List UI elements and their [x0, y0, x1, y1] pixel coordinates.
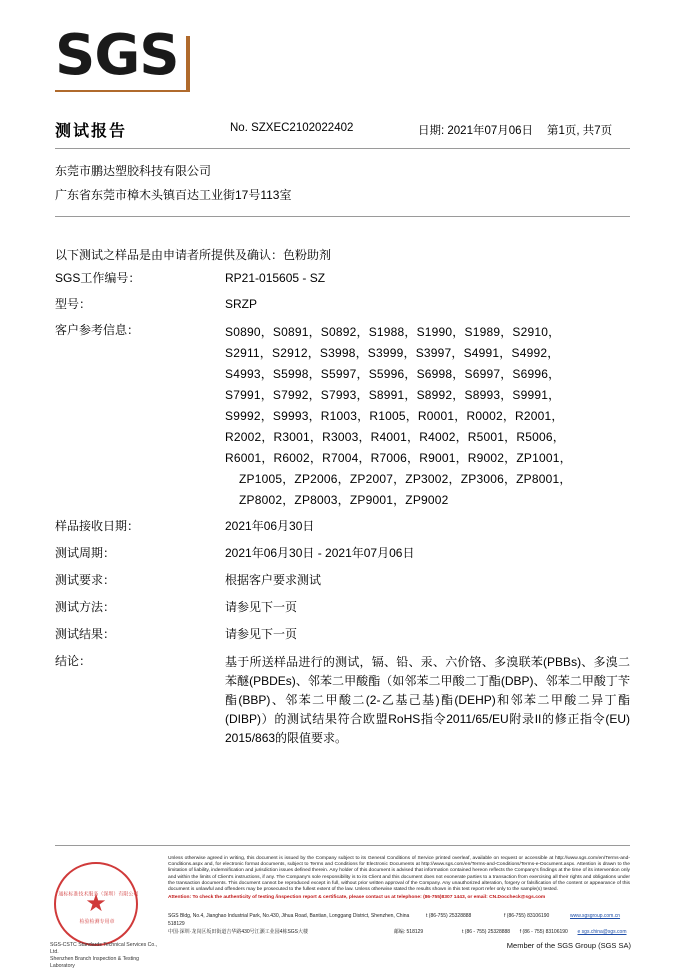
field-label: 型号： — [55, 297, 92, 311]
field-label: SGS工作编号： — [55, 271, 141, 285]
customer-reference-row — [55, 322, 630, 511]
reference-line: R2002，R3001，R3003，R4001，R4002，R5001，R5006， — [225, 430, 565, 444]
field-value: 请参见下一页 — [225, 600, 298, 614]
legal-body: Unless otherwise agreed in writing, this document is issued by the Company subject to its General Conditions of Service printed overleaf, available on request or accessible at http://www.sgs.com/en/Terms-and-Conditions.aspx and, for electronic format documents, subject to Terms and Conditions for Electronic Documents at http://www.sgs.com/en/Terms-and-Conditions/Terms-e-Document.aspx. Attention is drawn to the limitation of liability, indemnification and jurisdiction issues defined therein. Any holder of this document is advised that information contained hereon reflects the Company's findings at the time of its intervention only and within the limits of Client's instructions, if any. The Company's sole responsibility is to its Client and this document does not exonerate parties to a transaction from exercising all their rights and obligations under the transaction documents. This document cannot be reproduced except in full, without prior written approval of the Company. Any unauthorized alteration, forgery or falsification of the content or appearance of this document is unlawful and offenders may be prosecuted to the fullest extent of the law. Unless otherwise stated the results shown in this test report refer only to the sample(s) tested. — [168, 856, 630, 893]
logo-vertical-accent — [186, 36, 190, 92]
seal-ring-text: 通标标准技术服务（深圳）有限公司 — [58, 891, 139, 898]
sgs-logo — [55, 23, 385, 98]
report-header — [55, 118, 630, 144]
field-row — [55, 599, 630, 616]
conclusion-row — [55, 653, 630, 748]
field-label: 结论： — [55, 654, 92, 668]
applicant-company: 东莞市鹏达塑胶科技有限公司 — [55, 164, 212, 178]
phone-en: t (86-755) 25328888 — [426, 913, 472, 919]
report-date: 日期: 2021年07月06日 — [418, 125, 534, 137]
member-note: Member of the SGS Group (SGS SA) — [506, 941, 631, 950]
reference-line: S0890，S0891，S0892，S1988，S1990，S1989，S2910， — [225, 325, 561, 339]
postcode-cn: 邮编: 518129 — [393, 929, 424, 935]
header-divider — [55, 148, 630, 149]
field-list-top — [55, 270, 630, 520]
website-link[interactable]: www.sgsgroup.com.cn — [570, 913, 621, 919]
logo-underline-accent — [55, 90, 189, 92]
seal-inner-label: 检验检测专用章 — [79, 919, 115, 925]
attention-notice[interactable]: Attention: To check the authenticity of testing /inspection report & certificate, please contact us at telephone: (86-755)8307 1443, or email: CN.Doccheck@sgs.com — [168, 895, 546, 901]
address-row-cn — [168, 928, 630, 936]
field-label: 样品接收日期： — [55, 519, 140, 533]
star-icon: ★ — [85, 890, 107, 917]
applicant-address: 广东省东莞市樟木头镇百达工业街17号113室 — [55, 188, 292, 202]
field-label: 客户参考信息： — [55, 323, 140, 337]
conclusion-text: 基于所送样品进行的测试，镉、铅、汞、六价铬、多溴联苯(PBBs)、多溴二苯醚(PBDEs)、邻苯二甲酸酯（如邻苯二甲酸二丁酯(DBP)、邻苯二甲酸丁苄酯(BBP)、邻苯二甲酸二(2-乙基己基)酯(DEHP)和邻苯二甲酸二异丁酯(DIBP)）的测试结果符合欧盟RoHS指令2011/65/EU附录II的修正指令(EU) 2015/863的限值要求。 — [225, 655, 630, 745]
reference-line: S4993，S5998，S5997，S5996，S6998，S6997，S6996， — [225, 367, 561, 381]
field-value: SRZP — [225, 297, 258, 311]
field-value: 请参见下一页 — [225, 627, 298, 641]
field-value: RP21-015605 - SZ — [225, 271, 326, 285]
reference-line: R6001，R6002，R7004，R7006，R9001，R9002，ZP1001， — [225, 451, 572, 465]
reference-line: S2911，S2912，S3998，S3999，S3997，S4991，S4992， — [225, 346, 560, 360]
field-label: 测试要求： — [55, 573, 116, 587]
page-title: 测试报告 — [55, 123, 128, 140]
field-value: 根据客户要求测试 — [225, 573, 322, 587]
email-link[interactable]: e sgs.china@sgs.com — [577, 929, 627, 935]
page-indicator: 第1页, 共7页 — [547, 125, 613, 137]
address-en: SGS Bldg, No.4, Jianghao Industrial Park, No.430, Jihua Road, Bantian, Longgang District, Shenzhen, China 518129 — [168, 913, 410, 927]
field-row — [55, 518, 630, 535]
fax-en: f (86-755) 83106190 — [504, 913, 550, 919]
field-row — [55, 296, 630, 313]
fax-cn: f (86 - 755) 83106190 — [519, 929, 568, 935]
field-label: 测试方法： — [55, 600, 116, 614]
sgs-logo-text: SGS — [55, 23, 179, 88]
reference-line: ZP1005，ZP2006，ZP2007，ZP3002，ZP3006，ZP8001， — [239, 472, 572, 486]
field-row — [55, 545, 630, 562]
report-number: No. SZXEC2102022402 — [230, 122, 354, 134]
reference-line: ZP8002，ZP8003，ZP9001，ZP9002 — [239, 493, 449, 507]
company-seal — [50, 856, 158, 969]
address-row-en — [168, 912, 630, 928]
seal-caption: SGS-CSTC Standards Technical Services Co., Ltd. Shenzhen Branch Inspection & Testing Laboratory — [50, 942, 158, 969]
field-value: 2021年06月30日 — [225, 519, 315, 533]
field-row — [55, 572, 630, 589]
address-cn: 中国·深圳·龙岗区坂田街道吉华路430号江灏工业园4栋SGS大楼 — [168, 929, 309, 935]
field-value: 2021年06月30日 - 2021年07月06日 — [225, 546, 415, 560]
reference-line: S9992，S9993，R1003，R1005，R0001，R0002，R2001， — [225, 409, 564, 423]
field-row — [55, 270, 630, 287]
legal-notice — [168, 856, 630, 901]
field-label: 测试结果： — [55, 627, 116, 641]
footer-address — [168, 912, 630, 936]
applicant-divider — [55, 216, 630, 217]
reference-line: S7991，S7992，S7993，S8991，S8992，S8993，S9991， — [225, 388, 561, 402]
sample-statement: 以下测试之样品是由申请者所提供及确认：色粉助剂 — [55, 248, 332, 262]
field-row — [55, 626, 630, 643]
footer-divider — [55, 845, 630, 846]
applicant-block — [55, 160, 630, 208]
field-list-bottom — [55, 518, 630, 758]
customer-reference-values — [225, 322, 630, 511]
field-label: 测试周期： — [55, 546, 116, 560]
phone-cn: t (86 - 755) 25328888 — [462, 929, 511, 935]
